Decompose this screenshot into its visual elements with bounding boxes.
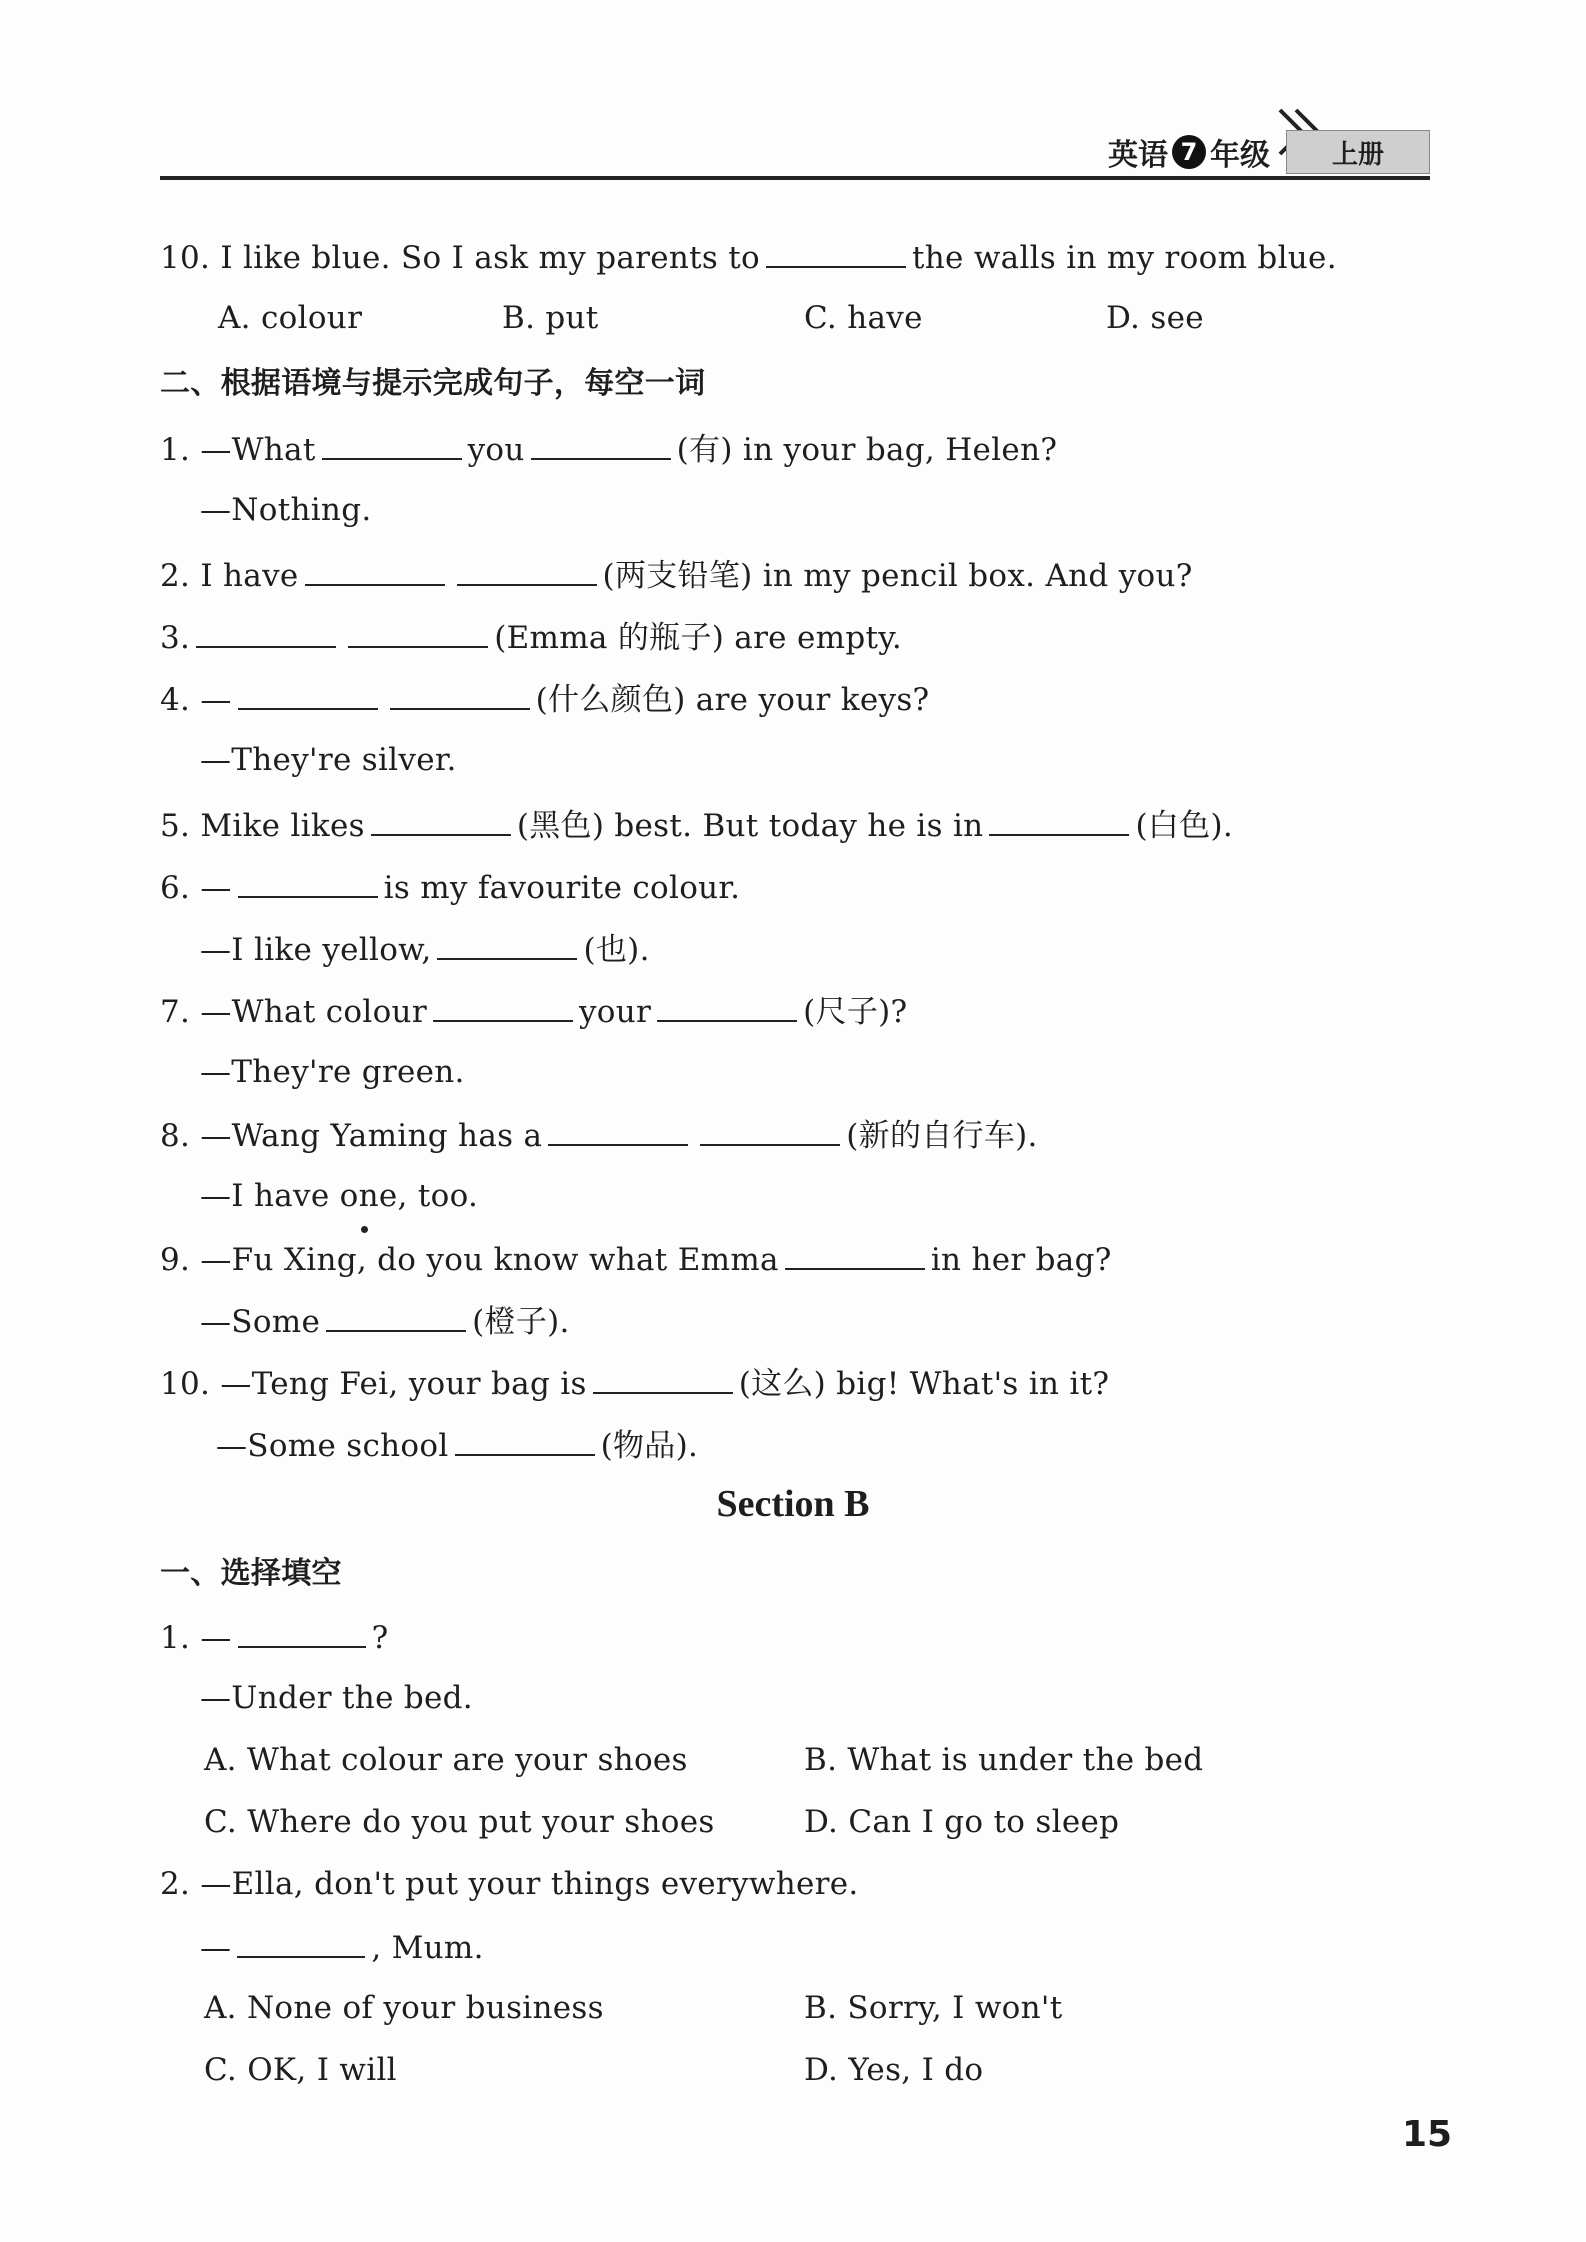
answer-blank[interactable] bbox=[785, 1238, 925, 1270]
part2-question-6: 6. — is my favourite colour. bbox=[160, 866, 740, 908]
answer-blank[interactable] bbox=[700, 1114, 840, 1146]
section-b-question-2: 2. —Ella, don't put your things everywhere. bbox=[160, 1866, 859, 1902]
part2-question-10-reply: —Some school (物品). bbox=[216, 1424, 698, 1466]
option-c[interactable]: C. Where do you put your shoes bbox=[204, 1804, 715, 1840]
grade-label: 年级 bbox=[1210, 138, 1270, 173]
header-title bbox=[1108, 130, 1270, 174]
answer-blank[interactable] bbox=[238, 866, 378, 898]
answer-blank[interactable] bbox=[433, 990, 573, 1022]
option-d[interactable]: D. Can I go to sleep bbox=[804, 1804, 1120, 1840]
answer-blank[interactable] bbox=[989, 804, 1129, 836]
volume-tab: 上册 bbox=[1286, 130, 1430, 174]
option-c[interactable]: C. have bbox=[804, 300, 923, 336]
answer-blank[interactable] bbox=[371, 804, 511, 836]
part2-question-8: 8. —Wang Yaming has a (新的自行车). bbox=[160, 1114, 1038, 1156]
part2-question-4-reply: —They're silver. bbox=[200, 742, 457, 778]
answer-blank[interactable] bbox=[238, 1616, 366, 1648]
part2-question-1: 1. —What you (有) in your bag, Helen? bbox=[160, 428, 1057, 470]
answer-blank[interactable] bbox=[437, 928, 577, 960]
part2-question-2: 2. I have (两支铅笔) in my pencil box. And you? bbox=[160, 554, 1193, 596]
part2-question-3: 3. (Emma 的瓶子) are empty. bbox=[160, 616, 902, 658]
answer-blank[interactable] bbox=[766, 236, 906, 268]
subject-label: 英语 bbox=[1108, 138, 1168, 173]
section-b-heading: 一、选择填空 bbox=[160, 1556, 342, 1591]
answer-blank[interactable] bbox=[326, 1300, 466, 1332]
part2-question-10: 10. —Teng Fei, your bag is (这么) big! What's in it? bbox=[160, 1362, 1109, 1404]
question-10-mc: 10. I like blue. So I ask my parents to the walls in my room blue. bbox=[160, 236, 1337, 278]
answer-blank[interactable] bbox=[548, 1114, 688, 1146]
answer-blank[interactable] bbox=[305, 554, 445, 586]
option-a[interactable]: A. What colour are your shoes bbox=[204, 1742, 688, 1778]
part2-question-9-reply: —Some (橙子). bbox=[200, 1300, 570, 1342]
part2-question-6-reply: —I like yellow, (也). bbox=[200, 928, 650, 970]
option-a[interactable]: A. colour bbox=[218, 300, 363, 336]
option-a[interactable]: A. None of your business bbox=[204, 1990, 604, 2026]
option-c[interactable]: C. OK, I will bbox=[204, 2052, 397, 2088]
option-b[interactable]: B. Sorry, I won't bbox=[804, 1990, 1063, 2026]
emphasis-dot bbox=[361, 1226, 368, 1233]
answer-blank[interactable] bbox=[322, 428, 462, 460]
answer-blank[interactable] bbox=[237, 1926, 365, 1958]
part2-question-7: 7. —What colour your (尺子)? bbox=[160, 990, 907, 1032]
answer-blank[interactable] bbox=[196, 616, 336, 648]
answer-blank[interactable] bbox=[455, 1424, 595, 1456]
answer-blank[interactable] bbox=[348, 616, 488, 648]
answer-blank[interactable] bbox=[593, 1362, 733, 1394]
option-b[interactable]: B. What is under the bed bbox=[804, 1742, 1204, 1778]
page-number: 15 bbox=[1402, 2114, 1453, 2155]
part2-question-9: 9. —Fu Xing, do you know what Emma in her bag? bbox=[160, 1238, 1112, 1280]
section-b-question-1: 1. — ? bbox=[160, 1616, 389, 1658]
option-b[interactable]: B. put bbox=[502, 300, 599, 336]
part2-question-5: 5. Mike likes (黑色) best. But today he is in (白色). bbox=[160, 804, 1233, 846]
option-d[interactable]: D. Yes, I do bbox=[804, 2052, 984, 2088]
part2-question-4: 4. — (什么颜色) are your keys? bbox=[160, 678, 929, 720]
section-b-question-1-reply: —Under the bed. bbox=[200, 1680, 473, 1716]
part2-question-8-reply: —I have one, too. bbox=[200, 1178, 479, 1214]
part2-question-1-reply: —Nothing. bbox=[200, 492, 372, 528]
answer-blank[interactable] bbox=[457, 554, 597, 586]
header-rule bbox=[160, 176, 1430, 180]
section-b-question-2-reply: — , Mum. bbox=[200, 1926, 484, 1968]
grade-number-badge: 7 bbox=[1172, 135, 1206, 169]
section-b-title: Section B bbox=[716, 1483, 870, 1525]
option-d[interactable]: D. see bbox=[1106, 300, 1204, 336]
part2-question-7-reply: —They're green. bbox=[200, 1054, 465, 1090]
answer-blank[interactable] bbox=[390, 678, 530, 710]
page-header bbox=[160, 100, 1430, 190]
answer-blank[interactable] bbox=[238, 678, 378, 710]
answer-blank[interactable] bbox=[531, 428, 671, 460]
answer-blank[interactable] bbox=[657, 990, 797, 1022]
part-2-heading: 二、根据语境与提示完成句子，每空一词 bbox=[160, 366, 706, 401]
